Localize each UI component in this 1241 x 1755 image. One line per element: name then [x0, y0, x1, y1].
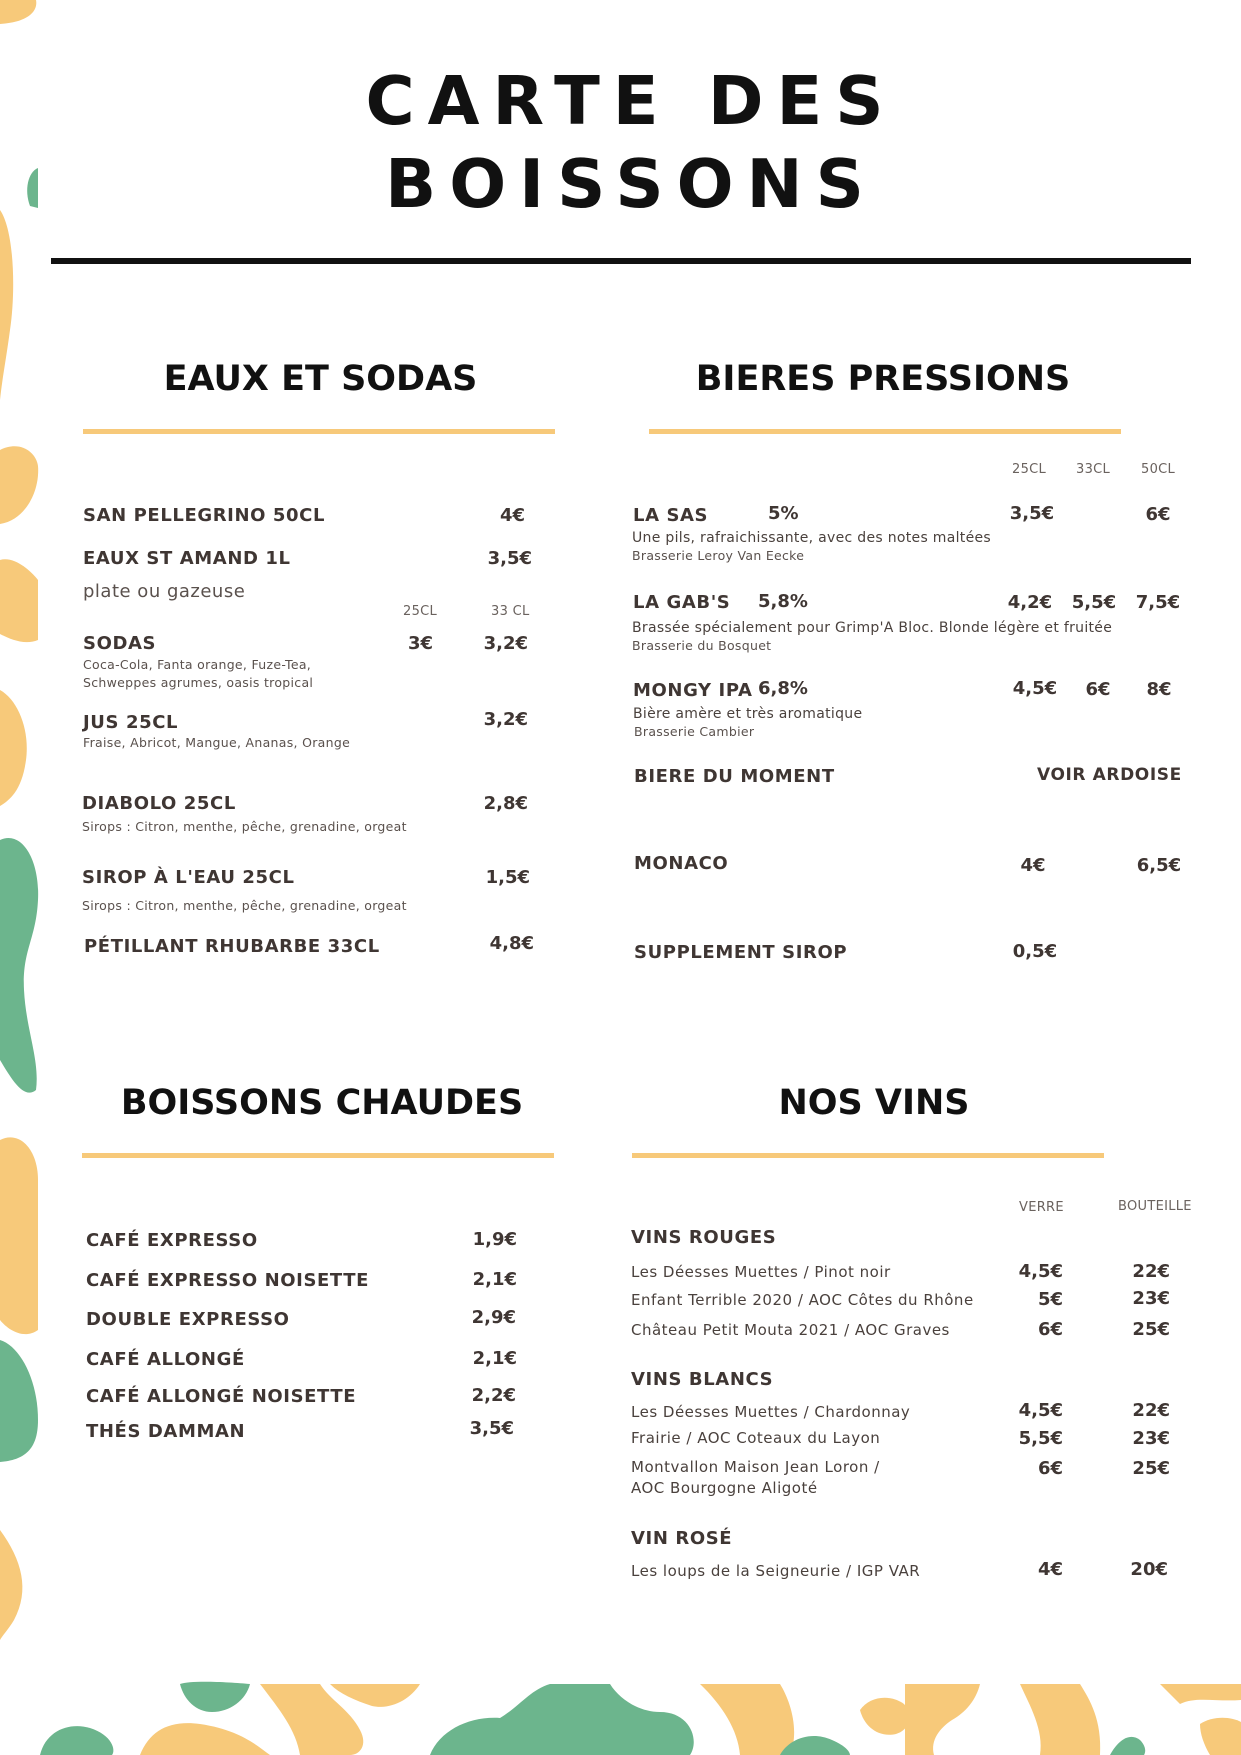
wine-group-heading: VINS BLANCS	[631, 1369, 774, 1390]
column-header-25cl: 25CL	[1012, 462, 1047, 477]
wine-group-heading: VINS ROUGES	[631, 1227, 777, 1248]
item-price: 2,2€	[471, 1385, 516, 1406]
item-description: Fraise, Abricot, Mangue, Ananas, Orange	[83, 735, 351, 750]
item-name: SIROP À L'EAU 25CL	[82, 867, 295, 888]
item-price-25cl: 3€	[408, 633, 434, 654]
wine-price-verre: 5€	[1037, 1289, 1063, 1310]
item-price: 2,1€	[472, 1348, 517, 1369]
item-description: Sirops : Citron, menthe, pêche, grenadine, orgeat	[82, 898, 407, 913]
beer-name: BIERE DU MOMENT	[634, 766, 835, 787]
wine-price-verre: 4,5€	[1018, 1400, 1063, 1421]
title-divider	[51, 258, 1191, 264]
item-price: 3,5€	[469, 1418, 514, 1439]
wine-price-verre: 4€	[1037, 1559, 1063, 1580]
wine-price-bouteille: 22€	[1132, 1400, 1170, 1421]
beer-description: Bière amère et très aromatique	[633, 706, 863, 722]
section-heading-eaux: EAUX ET SODAS	[163, 359, 478, 399]
deco-shape	[0, 690, 27, 806]
item-price: 1,9€	[472, 1229, 517, 1250]
beer-name: SUPPLEMENT SIROP	[634, 942, 848, 963]
beer-price-33cl: 6€	[1085, 679, 1111, 700]
section-heading-bieres: BIERES PRESSIONS	[695, 359, 1071, 399]
beer-brewery: Brasserie Leroy Van Eecke	[632, 548, 805, 563]
item-price: 2,8€	[483, 793, 528, 814]
item-name: SODAS	[83, 633, 157, 654]
wine-price-verre: 6€	[1037, 1319, 1063, 1340]
beer-name: MONGY IPA	[633, 680, 753, 701]
wine-price-bouteille: 23€	[1132, 1288, 1170, 1309]
wine-group-heading: VIN ROSÉ	[631, 1528, 733, 1549]
column-header-50cl: 50CL	[1141, 462, 1176, 477]
deco-shape	[0, 1340, 38, 1462]
item-price: 4,8€	[489, 933, 534, 954]
column-header-verre: VERRE	[1019, 1200, 1064, 1215]
wine-price-verre: 5,5€	[1018, 1428, 1063, 1449]
section-rule-vins	[632, 1153, 1104, 1158]
beer-price-25cl: 3,5€	[1009, 503, 1055, 524]
deco-shape	[0, 210, 13, 400]
beer-price-50cl: 6€	[1145, 504, 1171, 525]
column-header-33cl: 33CL	[1076, 462, 1111, 477]
item-name: CAFÉ EXPRESSO NOISETTE	[86, 1270, 369, 1291]
item-description: Schweppes agrumes, oasis tropical	[83, 675, 314, 690]
deco-shape	[860, 1698, 910, 1735]
beer-brewery: Brasserie Cambier	[634, 724, 755, 739]
page-title-line-2: BOISSONS	[385, 145, 877, 223]
deco-shape	[1160, 1684, 1241, 1704]
beer-name: LA SAS	[633, 505, 709, 526]
column-header-bouteille: BOUTEILLE	[1118, 1199, 1192, 1214]
beer-price-50cl: 6,5€	[1136, 855, 1182, 876]
deco-shape	[40, 1726, 113, 1755]
item-description: Sirops : Citron, menthe, pêche, grenadine, orgeat	[82, 819, 407, 834]
wine-price-bouteille: 22€	[1132, 1261, 1170, 1282]
item-price-33cl: 3,2€	[483, 633, 528, 654]
item-name: SAN PELLEGRINO 50CL	[83, 505, 326, 526]
deco-shape	[330, 1684, 420, 1707]
deco-shape	[430, 1684, 694, 1755]
item-name: DOUBLE EXPRESSO	[86, 1309, 290, 1330]
deco-shape	[1110, 1737, 1145, 1755]
section-heading-vins: NOS VINS	[778, 1083, 970, 1123]
item-price: 4€	[499, 505, 525, 526]
wine-label-line-1: Montvallon Maison Jean Loron /	[631, 1458, 880, 1476]
deco-shape	[0, 838, 38, 1093]
column-header-25cl: 25CL	[403, 604, 438, 619]
wine-price-bouteille: 25€	[1132, 1319, 1170, 1340]
wine-label: Enfant Terrible 2020 / AOC Côtes du Rhône	[631, 1291, 974, 1309]
page-title-line-1: CARTE DES	[365, 62, 897, 140]
item-name: CAFÉ EXPRESSO	[86, 1230, 258, 1251]
wine-label-line-2: AOC Bourgogne Aligoté	[631, 1479, 818, 1497]
section-rule-bieres	[649, 429, 1121, 434]
wine-price-verre: 4,5€	[1018, 1261, 1063, 1282]
beer-price-25cl: 4,2€	[1007, 592, 1053, 613]
section-rule-chaudes	[82, 1153, 554, 1158]
item-name: CAFÉ ALLONGÉ	[86, 1349, 245, 1370]
beer-description: Brassée spécialement pour Grimp'A Bloc. Blonde légère et fruitée	[632, 620, 1113, 636]
beer-brewery: Brasserie du Bosquet	[632, 638, 772, 653]
item-name: CAFÉ ALLONGÉ NOISETTE	[86, 1386, 357, 1407]
beer-price-50cl: 8€	[1146, 679, 1172, 700]
deco-shape	[140, 1723, 270, 1755]
wine-label: Les loups de la Seigneurie / IGP VAR	[631, 1562, 921, 1580]
column-header-33cl: 33 CL	[491, 604, 530, 619]
wine-price-bouteille: 20€	[1130, 1559, 1168, 1580]
wine-price-bouteille: 23€	[1132, 1428, 1170, 1449]
item-price: 2,9€	[471, 1307, 516, 1328]
deco-shape	[1200, 1718, 1241, 1755]
deco-shape	[0, 1137, 38, 1334]
item-name: THÉS DAMMAN	[86, 1421, 246, 1442]
wine-label: Les Déesses Muettes / Chardonnay	[631, 1403, 911, 1421]
deco-shape	[0, 446, 38, 524]
wine-price-verre: 6€	[1037, 1458, 1063, 1479]
section-rule-eaux	[83, 429, 555, 434]
section-heading-chaudes: BOISSONS CHAUDES	[120, 1083, 524, 1123]
item-price: 2,1€	[472, 1269, 517, 1290]
beer-abv: 5,8%	[758, 591, 808, 612]
deco-shape	[905, 1684, 980, 1755]
item-price: 3,5€	[487, 548, 532, 569]
beer-name: LA GAB'S	[633, 592, 731, 613]
beer-price-25cl: 4€	[1020, 855, 1046, 876]
item-name: DIABOLO 25CL	[82, 793, 236, 814]
beer-abv: 6,8%	[758, 678, 808, 699]
wine-label: Château Petit Mouta 2021 / AOC Graves	[631, 1321, 950, 1339]
deco-shape	[1020, 1684, 1100, 1755]
beer-note: VOIR ARDOISE	[1037, 765, 1182, 785]
item-name: EAUX ST AMAND 1L	[83, 548, 291, 569]
beer-price-25cl: 4,5€	[1012, 678, 1058, 699]
beer-description: Une pils, rafraichissante, avec des notes maltées	[632, 530, 992, 546]
item-description: Coca-Cola, Fanta orange, Fuze-Tea,	[83, 657, 312, 672]
deco-shape	[700, 1684, 794, 1755]
deco-shape	[0, 559, 38, 642]
wine-label: Les Déesses Muettes / Pinot noir	[631, 1263, 891, 1281]
deco-shape	[0, 1530, 22, 1640]
beer-price-33cl: 5,5€	[1071, 592, 1117, 613]
wine-price-bouteille: 25€	[1132, 1458, 1170, 1479]
beer-name: MONACO	[634, 853, 729, 874]
item-name: PÉTILLANT RHUBARBE 33CL	[84, 936, 380, 957]
beer-abv: 5%	[768, 503, 799, 524]
beer-price-50cl: 7,5€	[1135, 592, 1181, 613]
deco-shape	[0, 0, 36, 24]
beer-price-25cl: 0,5€	[1012, 941, 1058, 962]
item-price: 3,2€	[483, 709, 528, 730]
deco-shape	[180, 1682, 250, 1712]
item-name: JUS 25CL	[83, 712, 179, 733]
item-price: 1,5€	[485, 867, 530, 888]
item-note: plate ou gazeuse	[83, 581, 246, 602]
wine-label: Frairie / AOC Coteaux du Layon	[631, 1429, 881, 1447]
